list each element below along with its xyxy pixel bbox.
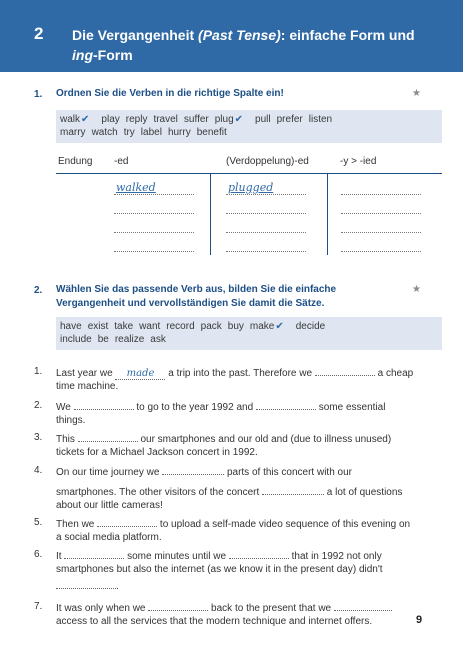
chapter-number: 2 [34,24,44,43]
sentence-text: to go to the year 1992 and [133,402,256,413]
answer-line[interactable] [114,232,194,233]
exercise1-number: 1. [34,89,43,100]
answer-line[interactable] [226,194,306,195]
answer-blank[interactable] [315,366,375,376]
sentence-4-cont [56,485,444,512]
answer-line[interactable] [226,251,306,252]
sentence-number: 7. [34,601,43,612]
difficulty-star-icon: ★ [412,284,421,295]
sentence-text: to upload a self-made video sequence of this evening on [157,519,411,530]
verb-line [60,334,438,347]
sentence-text: some essential [315,402,386,413]
answer-plugged: plugged [228,181,274,194]
answer-line[interactable] [341,213,421,214]
sentence-number: 3. [34,432,43,443]
verb-word: buy [227,321,244,332]
verb-word: be [97,334,109,345]
title-part1: Die Vergangenheit [72,27,199,43]
verb-word: watch [91,127,118,138]
sentence-text: tickets for a Michael Jackson concert in 1992. [56,446,258,458]
verb-word: travel [153,114,178,125]
answer-blank[interactable] [148,601,208,611]
title-italic: (Past Tense) [198,27,281,43]
answer-blank[interactable] [78,432,138,442]
verb-box-2 [56,317,442,350]
verb-word: pack [200,321,222,332]
verb-word: label [140,127,162,138]
sentence-text: a lot of questions [324,487,403,498]
verb-line [60,321,438,334]
verb-word: realize [114,334,145,345]
answer-line[interactable] [341,232,421,233]
verb-line [60,127,438,140]
sentence-number: 4. [34,465,43,476]
sentence-number: 6. [34,549,43,560]
sentence-text: On our time journey we [56,467,163,478]
sentence-7 [56,601,416,628]
sentence-number: 2. [34,400,43,411]
exercise2-instruction-1: Wählen Sie das passende Verb aus, bilden Sie die einfache [56,284,337,295]
column-header-doubling-ed: (Verdoppelung)-ed [226,156,309,167]
sentence-text: time machine. [56,380,119,392]
answer-blank[interactable] [262,485,324,495]
sentence-text: Last year we [56,368,116,379]
sentence-text: things. [56,414,86,426]
sentence-text: our smartphones and our old and (due to illness unused) [137,434,392,445]
sentence-text: about our little cameras! [56,499,163,511]
verb-word: try [123,127,135,138]
sentence-text: It [56,551,65,562]
sentence-5 [56,517,444,544]
verb-word: want [139,321,161,332]
answer-blank[interactable] [64,549,124,559]
sentence-text: It was only when we [56,603,149,614]
title-part2: : einfache Form und [280,27,415,43]
filled-answer-made[interactable]: made [115,369,165,380]
answer-line[interactable] [114,194,194,195]
column-divider [210,173,211,255]
sentence-text: back to the present that we [208,603,334,614]
answer-line[interactable] [114,213,194,214]
chapter-header [0,0,463,72]
sentence-number: 1. [34,366,43,377]
column-divider [327,173,328,255]
sentence-text: This [56,434,78,445]
verb-word: pull [255,114,271,125]
verb-word: walk✔ [60,114,90,125]
sentence-4 [56,465,444,480]
verb-word: ask [150,334,166,345]
title-line2-rest: -Form [93,47,133,63]
answer-blank[interactable] [97,517,157,527]
answer-line[interactable] [341,251,421,252]
answer-blank[interactable] [256,400,316,410]
answer-line[interactable] [114,251,194,252]
verb-word: include [60,334,92,345]
difficulty-star-icon: ★ [412,88,421,99]
sentence-text: smartphones. The other visitors of the concert [56,487,263,498]
column-header-ending: Endung [58,156,93,167]
verb-word: exist [87,321,109,332]
verb-word: decide [295,321,326,332]
sentence-text: Then we [56,519,98,530]
sentence-text: a cheap [374,368,414,379]
verb-word: play [101,114,120,125]
sentence-1 [56,366,444,393]
answer-walked: walked [116,181,156,194]
answer-line[interactable] [226,232,306,233]
verb-word: take [114,321,134,332]
sentence-text: a social media platform. [56,531,162,543]
checkmark-icon: ✔ [81,114,90,125]
verb-box-1 [56,110,442,143]
answer-blank[interactable] [56,579,116,589]
checkmark-icon: ✔ [234,114,244,125]
verb-word: marry [60,127,86,138]
sentence-2 [56,400,444,427]
sentence-text: . [116,581,119,592]
verb-word: listen [308,114,333,125]
sentence-text: access to all the services that the modern technique and internet offers. [56,615,373,627]
checkmark-icon: ✔ [275,321,284,332]
sentence-number: 5. [34,517,43,528]
exercise1-instruction: Ordnen Sie die Verben in die richtige Spalte ein! [56,88,284,99]
answer-blank[interactable] [229,549,289,559]
sentence-text: We [56,402,74,413]
page-number: 9 [416,614,423,626]
sentence-3 [56,432,444,459]
sentence-text: smartphones but also the internet (as we know it in the present day) didn't [56,563,383,575]
answer-blank[interactable] [162,465,224,475]
verb-word: benefit [196,127,227,138]
column-header-ed: -ed [114,156,129,167]
sentence-text: parts of this concert with our [224,467,353,478]
exercise2-instruction-2: Vergangenheit und vervollständigen Sie damit die Sätze. [56,298,325,309]
sentence-text: some minutes until we [124,551,229,562]
sentence-6 [56,549,444,576]
verb-word: plug✔ [214,114,244,125]
verb-word: record [166,321,195,332]
table-divider [56,173,442,174]
answer-blank[interactable] [74,400,134,410]
answer-blank[interactable] [334,601,392,611]
sentence-6-cont [56,579,444,594]
verb-word: hurry [167,127,191,138]
sentence-text: a trip into the past. Therefore we [165,368,315,379]
verb-word: prefer [276,114,303,125]
verb-word: have [60,321,82,332]
answer-line[interactable] [226,213,306,214]
exercise2-number: 2. [34,285,43,296]
answer-line[interactable] [341,194,421,195]
chapter-title [72,25,442,65]
verb-line [60,114,438,127]
verb-word: reply [125,114,148,125]
sentence-text: that in 1992 not only [288,551,382,562]
verb-word: suffer [183,114,209,125]
verb-word: make✔ [249,321,284,332]
title-line2-italic: ing [72,47,93,63]
column-header-ied: -y > -ied [340,156,377,167]
